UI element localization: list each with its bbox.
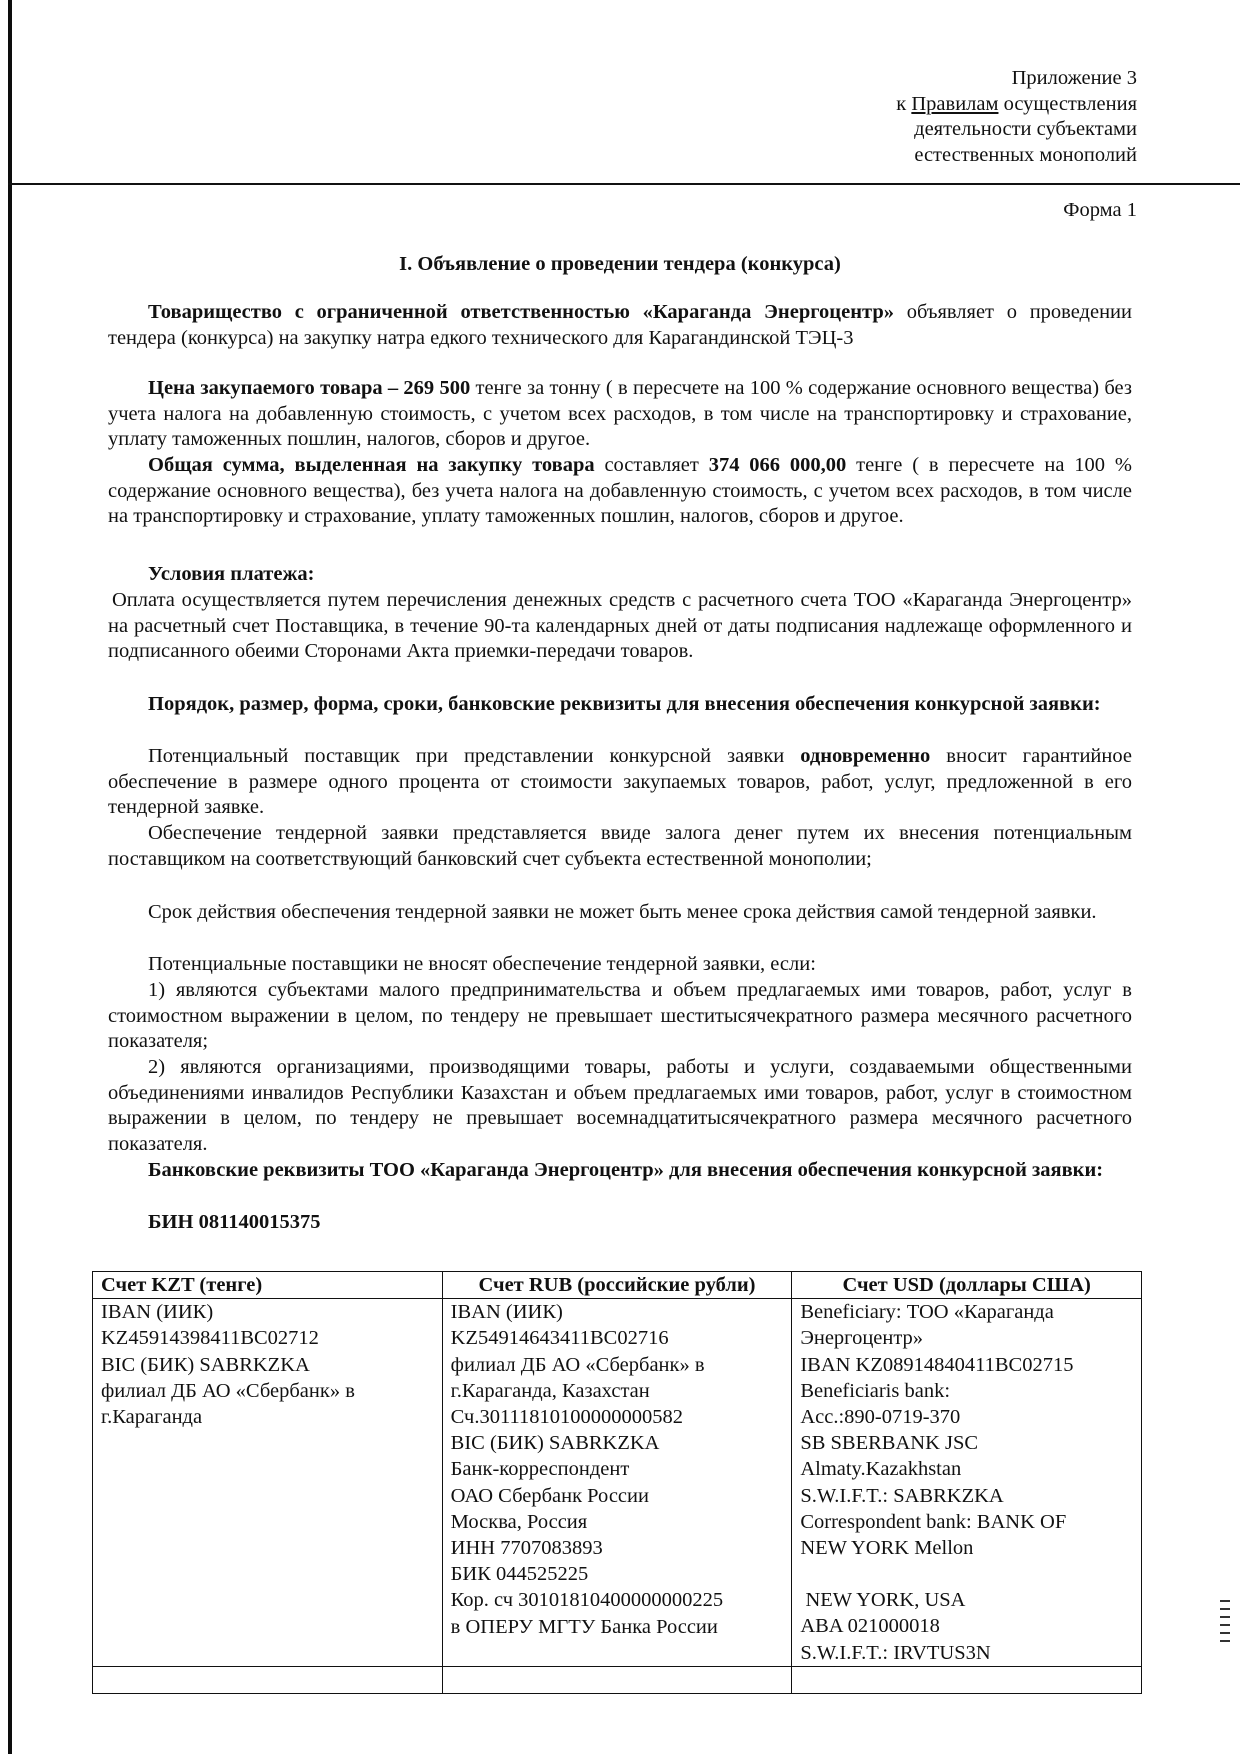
security-p1-bold: одновременно xyxy=(800,745,931,767)
total-paragraph xyxy=(108,453,1132,530)
rules-link[interactable]: Правилам xyxy=(911,92,999,115)
kzt-line: BIC (БИК) SABRKZKA xyxy=(101,1353,310,1376)
rub-line: Кор. сч 30101810400000000225 xyxy=(450,1589,724,1612)
rub-line: Банк-корреспондент xyxy=(450,1458,630,1481)
security-paragraph-4: Потенциальные поставщики не вносят обеспечение тендерной заявки, если: xyxy=(148,953,816,975)
exemption-item-2: 2) являются организациями, производящими товары, работы и услуги, создаваемыми общественными объединениями инвалидов Республики Казахстан и объем предлагаемых ими товаров, работ, услуг в стоимостном выражении в целом, по тендеру не превышает восемнадцатитысячекратного размера месячного расчетного показателя. xyxy=(108,1056,1132,1155)
usd-line-blank xyxy=(800,1561,1133,1587)
payment-heading: Условия платежа: xyxy=(148,563,315,585)
usd-line: S.W.I.F.T.: SABRKZKA xyxy=(800,1484,1004,1507)
usd-line: IBAN KZ08914840411BC02715 xyxy=(800,1353,1074,1376)
rub-line: Сч.30111810100000000582 xyxy=(450,1406,683,1429)
kzt-line: г.Караганда xyxy=(101,1406,203,1429)
usd-line: ABA 021000018 xyxy=(800,1615,940,1638)
form-label: Форма 1 xyxy=(1063,199,1137,221)
header-divider xyxy=(8,183,1240,185)
security-p1-after: вносит гарантийное обеспечение в размере одного процента от стоимости закупаемых товаров, работ, услуг, предложенной в его тендерной заявке. xyxy=(108,745,1132,819)
usd-line: NEW YORK, USA xyxy=(800,1589,966,1612)
security-paragraph-2: Обеспечение тендерной заявки представляется ввиде залога денег путем их внесения потенциальным поставщиком на соответствующий банковский счет субъекта естественной монополии; xyxy=(108,822,1132,870)
usd-line: Correspondent bank: BANK OF xyxy=(800,1510,1067,1533)
security-paragraph-1 xyxy=(108,744,1132,821)
table-empty-row xyxy=(93,1666,1142,1693)
empty-cell xyxy=(93,1666,443,1693)
appendix-line-4: естественных монополий xyxy=(914,143,1137,166)
security-p1-before: Потенциальный поставщик при представлении конкурсной заявки xyxy=(148,745,801,767)
rub-line: BIC (БИК) SABRKZKA xyxy=(450,1432,660,1455)
usd-line: SB SBERBANK JSC xyxy=(800,1432,979,1455)
appendix-line-1: Приложение 3 xyxy=(1011,67,1137,89)
usd-line: NEW YORK Mellon xyxy=(800,1537,974,1560)
price-paragraph xyxy=(108,376,1132,453)
payment-text: Оплата осуществляется путем перечисления денежных средств с расчетного счета ТОО «Караганда Энергоцентр» на расчетный счет Поставщика, в течение 90-та календарных дней от даты подписания надлежаще оформленного и подписанного обеими Сторонами Акта приемки-передачи товаров. xyxy=(108,589,1132,663)
rub-line: ИНН 7707083893 xyxy=(450,1537,603,1560)
usd-cell xyxy=(792,1299,1142,1667)
total-amount: 374 066 000,00 xyxy=(708,454,847,476)
kzt-line: IBAN (ИИК) xyxy=(101,1301,214,1324)
header-rub: Счет RUB (российские рубли) xyxy=(442,1272,792,1299)
exemption-item-1: 1) являются субъектами малого предпринимательства и объем предлагаемых ими товаров, работ, услуг в стоимостном выражении в целом, по тендеру не превышает шеститысячекратного размера месячного расчетного показателя; xyxy=(108,979,1132,1053)
header-usd: Счет USD (доллары США) xyxy=(792,1272,1142,1299)
rub-line: в ОПЕРУ МГТУ Банка России xyxy=(450,1615,718,1638)
rub-line: г.Караганда, Казахстан xyxy=(450,1379,650,1402)
usd-line: Almaty.Kazakhstan xyxy=(800,1458,962,1481)
usd-line: Beneficiaris bank: xyxy=(800,1379,951,1402)
empty-cell xyxy=(792,1666,1142,1693)
rub-line: Москва, Россия xyxy=(450,1510,588,1533)
bank-details-table xyxy=(92,1271,1142,1694)
appendix-line-3: деятельности субъектами xyxy=(914,118,1137,140)
total-text-before: составляет xyxy=(594,454,709,476)
appendix-reference xyxy=(896,66,1137,168)
usd-line: Энергоцентр» xyxy=(800,1327,924,1350)
price-text: тенге за тонну ( в пересчете на 100 % содержание основного вещества) без учета налога на добавленную стоимость, с учетом всех расходов, в том числе на транспортировку и страхование, уплату таможенных пошлин, налогов, сборов и другое. xyxy=(108,377,1132,451)
rub-line: KZ54914643411BC02716 xyxy=(450,1327,669,1350)
rub-cell xyxy=(442,1299,792,1667)
price-label: Цена закупаемого товара – 269 500 xyxy=(148,377,471,399)
intro-paragraph xyxy=(108,300,1132,351)
rub-line: ОАО Сбербанк России xyxy=(450,1484,649,1507)
total-label: Общая сумма, выделенная на закупку товара xyxy=(148,454,595,476)
rub-line: БИК 044525225 xyxy=(450,1563,589,1586)
kzt-line: KZ45914398411BC02712 xyxy=(101,1327,319,1350)
intro-text: объявляет о проведении тендера (конкурса) на закупку натра едкого технического для Карагандинской ТЭЦ-3 xyxy=(108,301,1132,349)
appendix-line-2: к Правилам осуществления xyxy=(896,92,1137,115)
security-paragraph-3: Срок действия обеспечения тендерной заявки не может быть менее срока действия самой тендерной заявки. xyxy=(148,901,1097,923)
security-heading: Порядок, размер, форма, сроки, банковские реквизиты для внесения обеспечения конкурсной заявки: xyxy=(148,693,1101,715)
total-text-after: тенге ( в пересчете на 100 % содержание основного вещества), без учета налога на добавленную стоимость, с учетом всех расходов, в том числе на транспортировку и страхование, уплату таможенных пошлин, налогов, сборов и другое. xyxy=(108,454,1132,528)
table-row xyxy=(93,1299,1142,1667)
scan-edge-marks xyxy=(1220,1600,1234,1648)
kzt-line: филиал ДБ АО «Сбербанк» в xyxy=(101,1379,355,1402)
bin-number: БИН 081140015375 xyxy=(148,1211,321,1233)
empty-cell xyxy=(442,1666,792,1693)
company-name: Товарищество с ограниченной ответственностью «Караганда Энергоцентр» xyxy=(148,301,894,323)
usd-line: Acc.:890-0719-370 xyxy=(800,1406,961,1429)
kzt-cell xyxy=(93,1299,443,1667)
bank-details-heading: Банковские реквизиты ТОО «Караганда Энергоцентр» для внесения обеспечения конкурсной заявки: xyxy=(148,1159,1104,1181)
rub-line: IBAN (ИИК) xyxy=(450,1301,563,1324)
usd-line: S.W.I.F.T.: IRVTUS3N xyxy=(800,1641,991,1664)
document-title: I. Объявление о проведении тендера (конкурса) xyxy=(399,253,841,275)
table-header-row xyxy=(93,1272,1142,1299)
rub-line: филиал ДБ АО «Сбербанк» в xyxy=(450,1353,705,1376)
header-kzt: Счет KZT (тенге) xyxy=(93,1272,443,1299)
usd-line: Beneficiary: ТОО «Караганда xyxy=(800,1301,1054,1324)
